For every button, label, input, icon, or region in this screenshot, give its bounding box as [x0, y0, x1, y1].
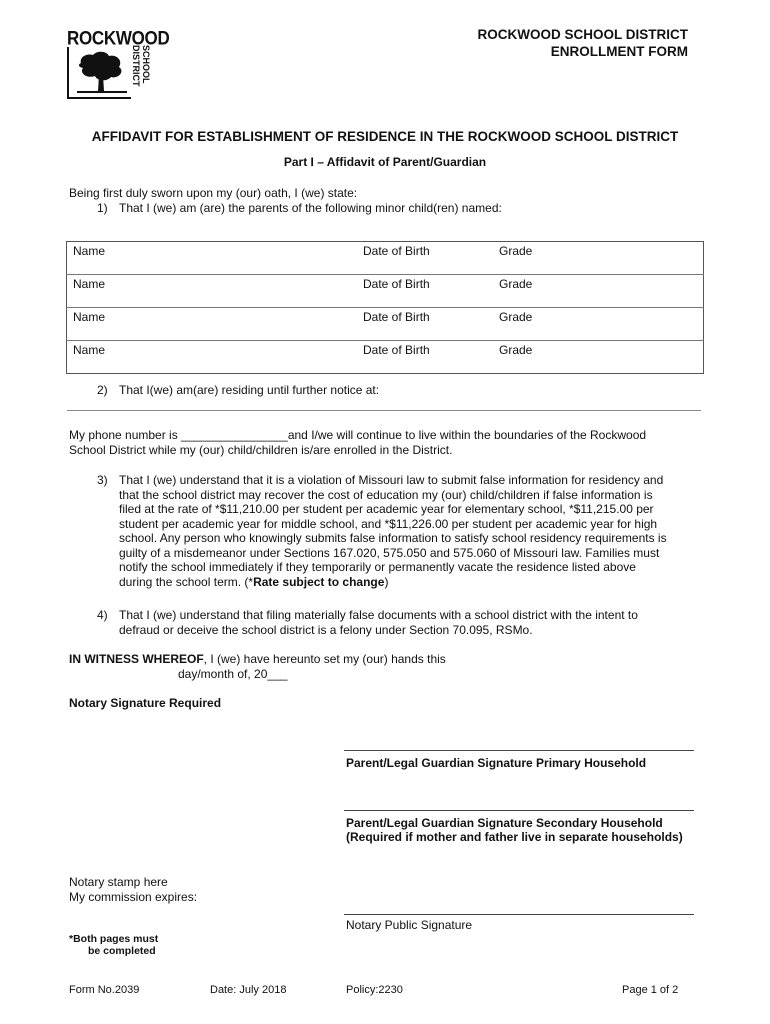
dob-cell[interactable]: Date of Birth	[357, 275, 493, 308]
both-pages-note-1: *Both pages must	[69, 933, 159, 945]
item3-last-suffix: )	[384, 574, 389, 589]
notary-signature-line[interactable]	[344, 914, 694, 915]
item3-line: student per academic year for middle school, and *$11,226.00 per student per academic year for high	[119, 516, 658, 531]
witness-rest: , I (we) have hereunto set my (our) hands this	[203, 652, 446, 666]
item3-last-line	[119, 575, 719, 590]
address-line[interactable]	[67, 410, 701, 411]
item3-line: that the school district may recover the cost of education my (our) child/children if false information is	[119, 487, 653, 502]
logo-side-district: DISTRICT	[131, 45, 141, 87]
footer-policy: Policy:2230	[346, 984, 403, 996]
phone-line-1: My phone number is ________________and I/we will continue to live within the boundaries of the Rockwood	[69, 428, 647, 442]
primary-signature-line[interactable]	[344, 750, 694, 751]
grade-cell[interactable]: Grade	[493, 341, 704, 374]
item3-line: school. Any person who knowingly submits false information to satisfy school residency requirements is	[119, 531, 667, 545]
witness-bold: IN WITNESS WHEREOF	[69, 652, 204, 666]
rate-note: Rate subject to change	[253, 574, 385, 589]
item3-line: filed at the rate of *$11,210.00 per student per academic year for elementary school, *$11,215.00 per	[119, 502, 654, 516]
table-row	[67, 341, 704, 374]
intro-text: Being first duly sworn upon my (our) oath, I (we) state:	[69, 186, 358, 200]
item2-number: 2)	[97, 383, 108, 397]
logo-wordmark: ROCKWOOD	[67, 27, 170, 49]
secondary-signature-label: Parent/Legal Guardian Signature Secondary Household	[346, 816, 663, 830]
page-title: AFFIDAVIT FOR ESTABLISHMENT OF RESIDENCE IN THE ROCKWOOD SCHOOL DISTRICT	[91, 129, 679, 144]
witness-line-2: day/month of, 20___	[178, 667, 288, 681]
item1-number: 1)	[97, 201, 108, 215]
grade-cell[interactable]: Grade	[499, 244, 533, 258]
secondary-signature-line[interactable]	[344, 810, 694, 811]
phone-line-2: School District while my (our) child/children is/are enrolled in the District.	[69, 443, 453, 457]
table-row	[67, 242, 704, 275]
page-subtitle: Part I – Affidavit of Parent/Guardian	[283, 155, 487, 169]
footer-date: Date: July 2018	[210, 984, 287, 996]
notary-stamp-label: Notary stamp here	[69, 875, 168, 889]
dob-cell[interactable]: Date of Birth	[357, 341, 493, 374]
witness-line-1	[69, 652, 446, 667]
logo-side-school: SCHOOL	[141, 45, 151, 84]
primary-signature-label: Parent/Legal Guardian Signature Primary Household	[346, 756, 647, 770]
item3-line: notify the school immediately if they temporarily or permanently vacate the residence listed above	[119, 560, 636, 574]
item3-paragraph	[119, 473, 719, 589]
both-pages-note-2: be completed	[88, 945, 156, 957]
grade-cell[interactable]: Grade	[493, 275, 704, 308]
header-form-name: ENROLLMENT FORM	[550, 44, 688, 59]
table-row	[67, 275, 704, 308]
header-district: ROCKWOOD SCHOOL DISTRICT	[477, 27, 688, 42]
commission-label: My commission expires:	[69, 890, 198, 904]
name-cell[interactable]: Name	[73, 244, 106, 258]
item3-number: 3)	[97, 473, 108, 487]
name-cell[interactable]: Name	[67, 308, 358, 341]
notary-public-label: Notary Public Signature	[346, 918, 473, 932]
dob-cell[interactable]: Date of Birth	[357, 308, 493, 341]
item3-line: That I (we) understand that it is a violation of Missouri law to submit false information for residency and	[119, 473, 664, 487]
name-cell[interactable]: Name	[67, 341, 358, 374]
item3-line: guilty of a misdemeanor under Sections 167.020, 575.050 and 575.060 of Missouri law. Families must	[119, 545, 660, 560]
dob-cell[interactable]: Date of Birth	[363, 244, 430, 258]
tree-icon	[73, 49, 131, 95]
logo-side-text	[133, 45, 153, 99]
secondary-signature-note: (Required if mother and father live in separate households)	[346, 830, 683, 844]
item4-line-2: defraud or deceive the school district is a felony under Section 70.095, RSMo.	[119, 623, 533, 637]
footer-form-no: Form No.2039	[69, 984, 140, 996]
grade-cell[interactable]: Grade	[493, 308, 704, 341]
table-row	[67, 308, 704, 341]
item4-line-1: That I (we) understand that filing materially false documents with a school district with the intent to	[119, 608, 638, 622]
name-cell[interactable]: Name	[67, 275, 358, 308]
item4-number: 4)	[97, 608, 108, 622]
footer-page: Page 1 of 2	[622, 984, 679, 996]
item2-text: That I(we) am(are) residing until further notice at:	[119, 383, 380, 397]
children-table	[66, 241, 704, 374]
notary-required: Notary Signature Required	[69, 696, 222, 710]
logo-frame	[67, 47, 131, 99]
item3-last-prefix: during the school term. (*	[119, 574, 254, 589]
item1-text: That I (we) am (are) the parents of the following minor child(ren) named:	[119, 201, 502, 215]
